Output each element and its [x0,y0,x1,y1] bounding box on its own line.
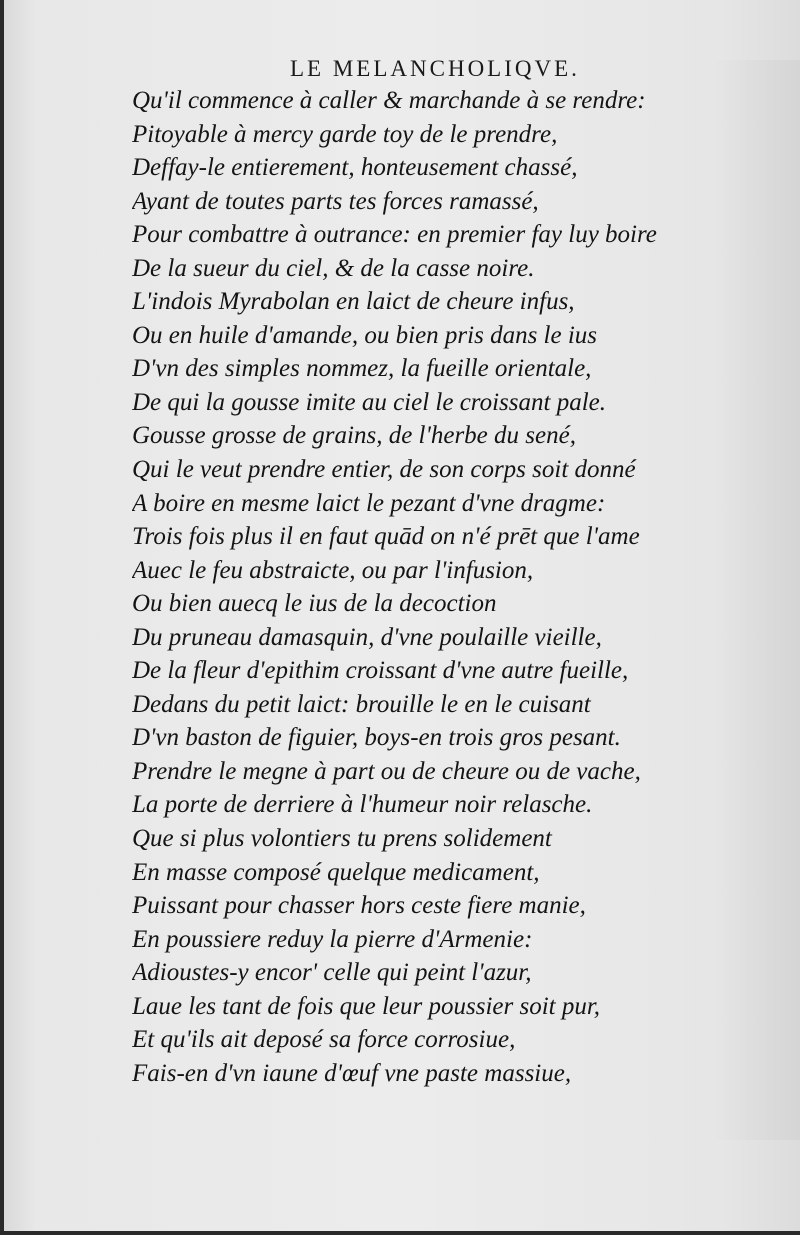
verse-line: Du pruneau damasquin, d'vne poulaille vieille, [132,623,602,651]
verse-line: Qu'il commence à caller & marchande à se rendre: [132,87,646,114]
verse-line: Ou en huile d'amande, ou bien pris dans le ius [132,321,598,349]
verse-line: De la sueur du ciel, & de la casse noire. [132,254,535,282]
verse-line: Et qu'ils ait deposé sa force corrosiue, [132,1026,516,1054]
verse-block [132,84,772,1090]
verse-line: Prendre le megne à part ou de cheure ou de vache, [132,757,641,785]
verse-line: Dedans du petit laict: brouille le en le cuisant [132,690,591,718]
verse-line: Gousse grosse de grains, de l'herbe du sené, [132,422,576,450]
verse-line: De la fleur d'epithim croissant d'vne autre fueille, [132,657,629,685]
verse-line: En poussiere reduy la pierre d'Armenie: [132,925,533,953]
verse-line: Puissant pour chasser hors ceste fiere manie, [132,892,586,920]
verse-line: Pour combattre à outrance: en premier fay luy boire [132,221,657,249]
verse-line: L'indois Myrabolan en laict de cheure infus, [132,288,575,316]
verse-line: La porte de derriere à l'humeur noir relasche. [132,791,593,819]
verse-line: Pitoyable à mercy garde toy de le prendre, [132,120,558,148]
verse-line: A boire en mesme laict le pezant d'vne dragme: [132,489,606,517]
verse-line: Auec le feu abstraicte, ou par l'infusion, [132,556,534,584]
verse-line: D'vn baston de figuier, boys-en trois gros pesant. [132,724,621,752]
verse-line: En masse composé quelque medicament, [132,858,540,886]
verse-line: Fais-en d'vn iaune d'œuf vne paste massiue, [132,1059,572,1087]
running-title: LE MELANCHOLIQVE. [290,56,580,81]
verse-line: D'vn des simples nommez, la fueille orientale, [132,355,592,383]
verse-line: Qui le veut prendre entier, de son corps soit donné [132,456,636,484]
verse-line: De qui la gousse imite au ciel le croissant pale. [132,388,606,416]
book-page [4,0,800,1231]
verse-line: Adioustes-y encor' celle qui peint l'azur, [132,959,532,987]
verse-line: Ou bien auecq le ius de la decoction [132,590,497,618]
verse-line: Deffay-le entierement, honteusement chassé, [132,154,578,182]
verse-line: Laue les tant de fois que leur poussier soit pur, [132,992,601,1020]
verse-line: Que si plus volontiers tu prens solidement [132,825,552,853]
verse-line: Ayant de toutes parts tes forces ramassé, [132,187,539,215]
verse-line: Trois fois plus il en faut quād on n'é prēt que l'ame [132,523,640,551]
